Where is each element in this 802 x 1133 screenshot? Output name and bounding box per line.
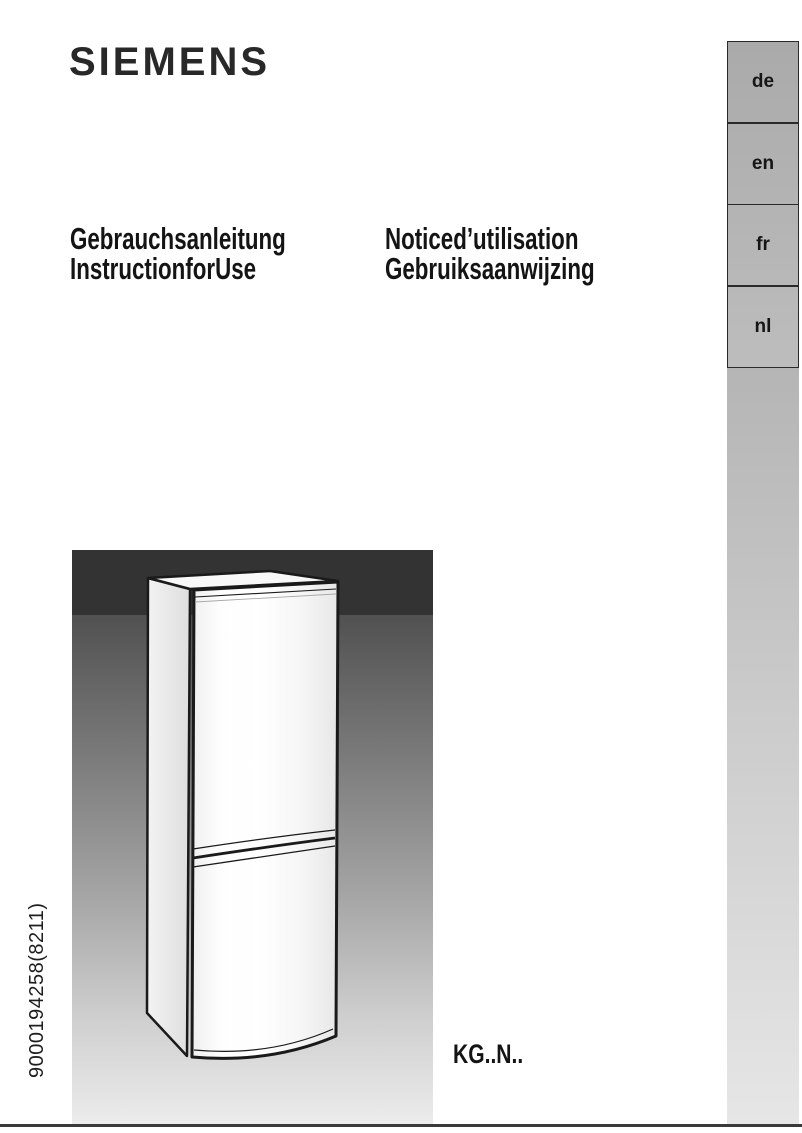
title-column-fr-nl <box>385 221 595 286</box>
siemens-logo: SIEMENS <box>69 40 271 84</box>
language-tab-nl[interactable] <box>727 285 799 368</box>
language-tab-fr-label: fr <box>756 234 770 256</box>
language-tab-en[interactable] <box>727 122 799 205</box>
title-german: Gebrauchsanleitung <box>70 221 286 256</box>
language-tab-nl-label: nl <box>754 315 772 337</box>
title-dutch: Gebruiksaanwijzing <box>385 251 595 286</box>
language-tab-de-label: de <box>751 71 775 93</box>
title-english: InstructionforUse <box>70 251 257 286</box>
language-tab-de[interactable] <box>727 41 799 124</box>
bottom-rule <box>0 1124 802 1127</box>
sidebar-gradient-strip <box>727 368 799 1124</box>
title-french: Noticed’utilisation <box>385 221 579 256</box>
model-code: KG..N.. <box>453 1039 524 1069</box>
document-number: 9000194258(8211) <box>26 902 48 1078</box>
title-column-de-en <box>70 221 286 286</box>
fridge-illustration <box>72 550 433 1124</box>
fridge-illustration-svg <box>72 550 433 1124</box>
language-tab-fr[interactable] <box>727 204 799 287</box>
language-tab-en-label: en <box>751 152 775 174</box>
language-tab-index <box>727 41 799 368</box>
